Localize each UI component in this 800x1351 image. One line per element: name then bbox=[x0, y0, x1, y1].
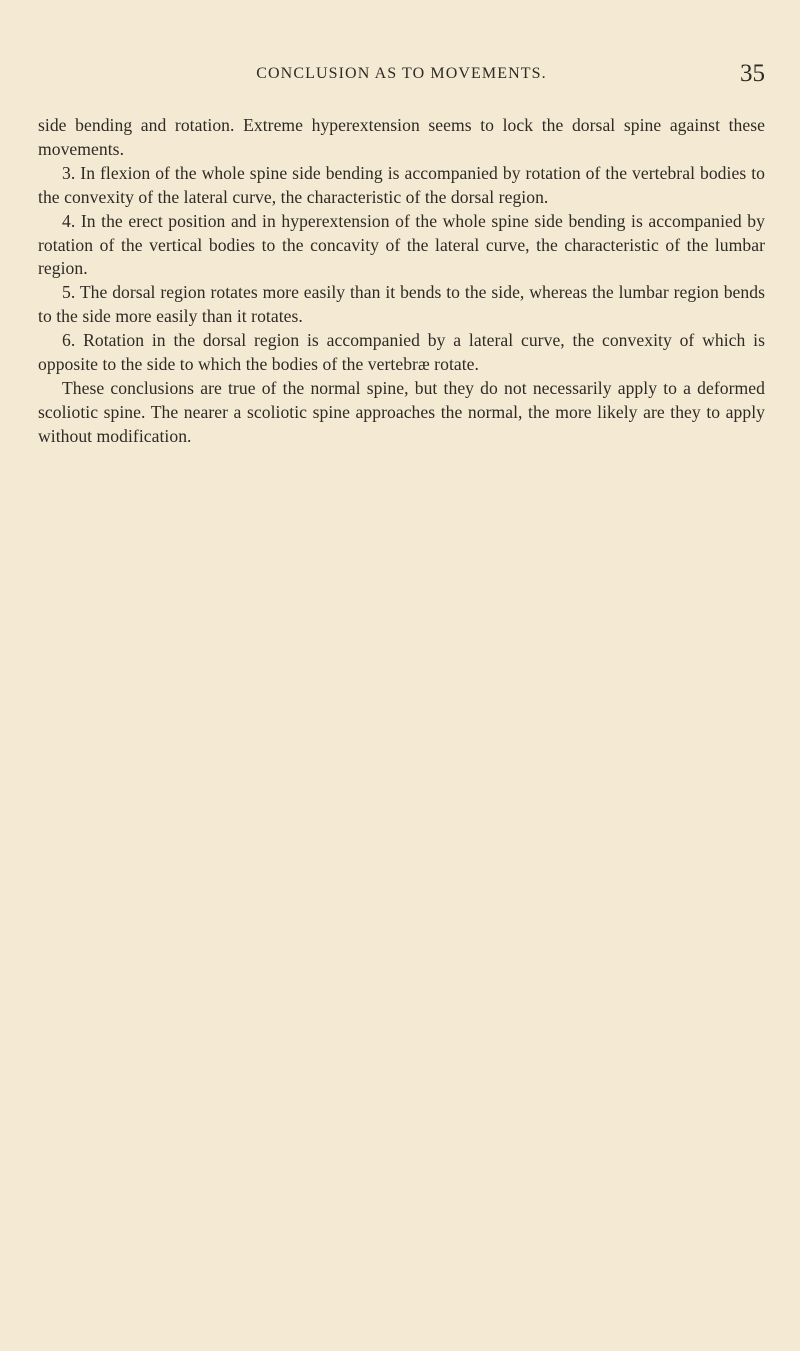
running-title: CONCLUSION AS TO MOVEMENTS. bbox=[256, 65, 547, 82]
paragraph-conclusion-5: 5. The dorsal region rotates more easily than it bends to the side, whereas the lumbar region bends to the side more easily than it rotates. bbox=[38, 282, 765, 327]
body-text bbox=[38, 114, 765, 449]
running-head bbox=[38, 62, 765, 96]
book-page bbox=[38, 62, 765, 449]
paragraph-conclusion-6: 6. Rotation in the dorsal region is accompanied by a lateral curve, the convexity of which is opposite to the side to which the bodies of the vertebræ rotate. bbox=[38, 330, 765, 375]
paragraph-continuation: side bending and rotation. Extreme hyperextension seems to lock the dorsal spine against these movements. bbox=[38, 115, 765, 159]
paragraph-conclusion-3: 3. In flexion of the whole spine side bending is accompanied by rotation of the vertebral bodies to the convexity of the lateral curve, the characteristic of the dorsal region. bbox=[38, 162, 765, 207]
paragraph-conclusion-4: 4. In the erect position and in hyperextension of the whole spine side bending is accompanied by rotation of the vertical bodies to the concavity of the lateral curve, the characteristic of the lumbar region. bbox=[38, 210, 765, 279]
paragraph-summary: These conclusions are true of the normal spine, but they do not necessarily apply to a deformed scoliotic spine. The nearer a scoliotic spine approaches the normal, the more likely are they to apply without modification. bbox=[38, 377, 765, 446]
page-number: 35 bbox=[740, 60, 765, 87]
